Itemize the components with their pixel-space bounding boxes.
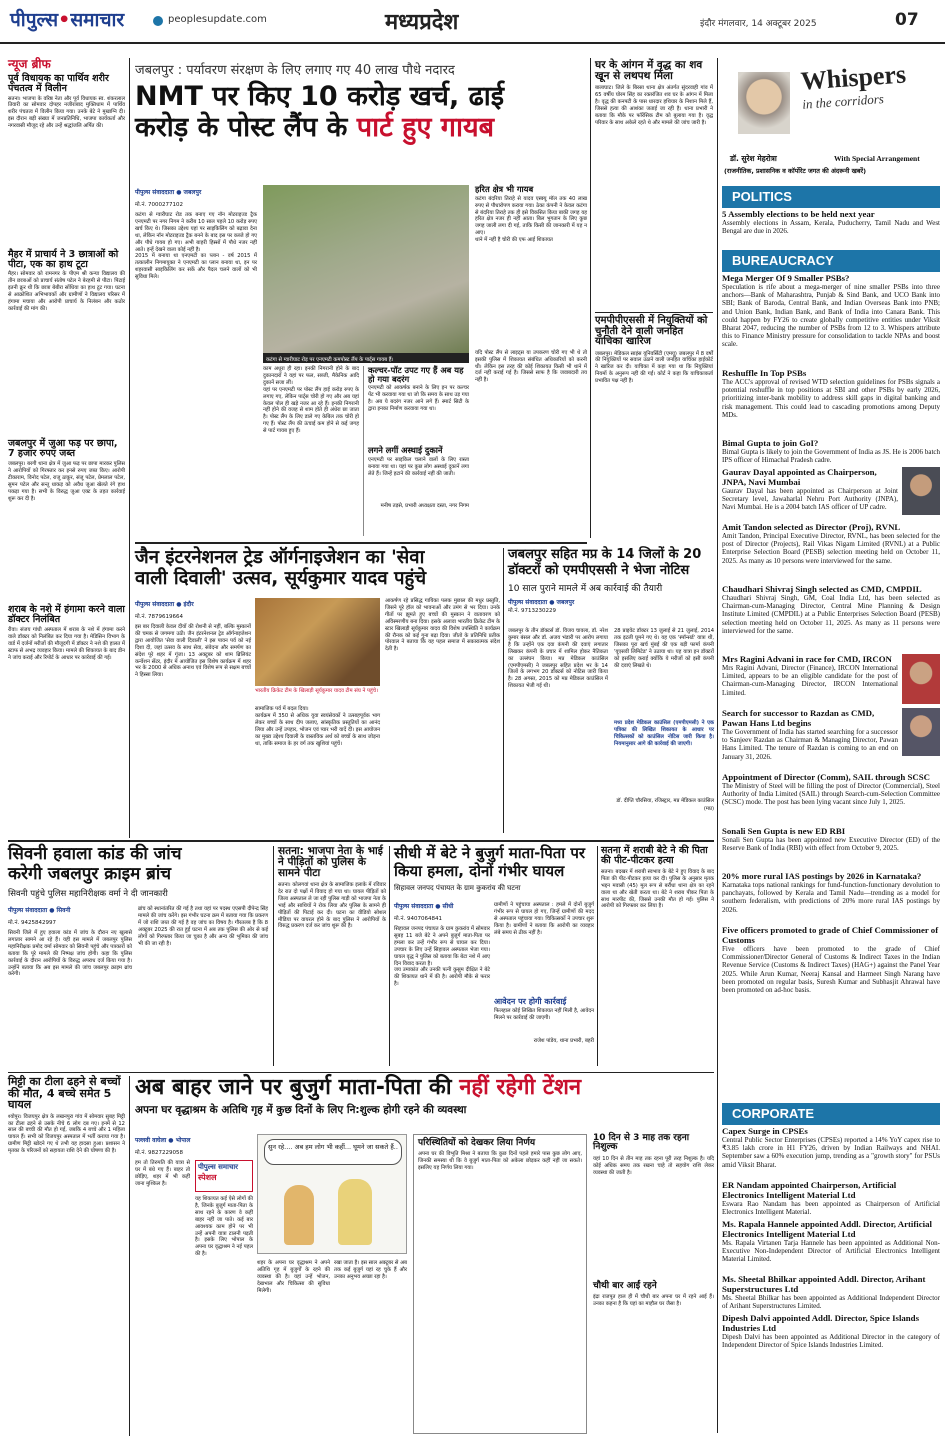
brief-text-1: सतना। भाजपा के वरिष्ठ नेता और पूर्व विधायक स्व. शंकरलाल तिवारी का सोमवार दोपहर नजीराबाद मुक्तिधाम में पार्थिव शरीर पंचतत्व में विलीन किया गया। उनके बेटे ने मुखाग्नि दी। इस दौरान बड़ी संख्या में जनप्रतिनिधि, भाजपा कार्यकर्ता और नगरवासी मौजूद रहे और उन्हें श्रद्धांजलि अर्पित की। xyxy=(8,95,127,130)
sidhi-mob: मो.नं. 9407064841 xyxy=(394,916,443,922)
bur-head-11: 20% more rural IAS postings by 2026 in Karnataka? xyxy=(722,871,922,881)
politics-text: Assembly elections in Assam, Kerala, Puducherry, Tamil Nadu and West Bengal are due in 2026. xyxy=(722,219,942,236)
lead-quote-2-head: लगने लगीं अस्थाई दुकानें xyxy=(368,445,443,456)
whispers-header xyxy=(722,48,942,184)
notice-quote-text: मध्य प्रदेश मेडिकल काउंसिल (एमपीएमसी) ने एक पत्रिका की लिखित शिकायत के आधार पर चिकित्सकों को काउंसिल नोटिस जारी किया है। नियमानुसार आगे की कार्रवाई की जाएगी। xyxy=(614,720,716,747)
notice-col-2: 28 प्राइवेट डॉक्टर 13 जुलाई से 21 जुलाई, 2014 तक इटली घूमने गए थे। यह एक 'स्पॉन्सर्ड' यात्रा थी, जिसका पूरा खर्च मुंबई की एक बड़ी फार्मा कंपनी 'यूएसवी लिमिटेड' ने उठाया था। यह यात्रा इन डॉक्टरों को इसलिए कराई क्योंकि ये मरीजों को इसी कंपनी की दवाएं लिखते थे। xyxy=(614,628,716,669)
politics-label: POLITICS xyxy=(722,186,940,208)
corp-head-4: Ms. Sheetal Bhilkar appointed Addl. Director, Arihant Superstructures Ltd xyxy=(722,1274,926,1294)
sivni-head-1: सिवनी हवाला कांड की जांच xyxy=(8,844,182,864)
lead-quote-2-text: एनएमटी पर साइकिल चलाने वालों के लिए रास्ता बनाया गया था। यहां पर कुछ लोग अस्थाई दुकानें लगा लेते हैं। जिन्हें हटाने की कार्रवाई नहीं की जाती। xyxy=(368,457,471,477)
corp-head-3: Ms. Rapala Hannele appointed Addl. Director, Artificial Electronics Intelligent Material Ltd xyxy=(722,1219,932,1239)
notice-sub: 10 साल पुराने मामले में अब कार्रवाई की तैयारी xyxy=(508,584,663,595)
lead-col-3 xyxy=(475,185,587,535)
special-badge-brand: पीपुल्स समाचार xyxy=(198,1163,239,1171)
special-badge-label: स्पेशल xyxy=(198,1173,217,1182)
vridhashram-sub: अपना घर वृद्धाश्रम के अतिथि गृह में कुछ दिनों के लिए नि:शुल्क होगी रहने की व्यवस्था xyxy=(135,1104,467,1117)
bur-text-8: The Government of India has started searching for a successor to Sanjeev Razdan as Chairman & Managing Director, Pawan Hans Limited. The tenure of Razdan is coming to an end on January 31, 2026. xyxy=(722,728,900,761)
brief-head-2: मैहर में प्राचार्य ने 3 छात्राओं को पीटा, एक का हाथ टूटा xyxy=(8,248,119,270)
lead-byline: पीपुल्स संवाददाता ● जबलपुर xyxy=(135,189,202,196)
notice-mob: मो.नं. 9713230229 xyxy=(508,608,557,615)
lead-quote-box-1 xyxy=(363,366,469,536)
lead-quote-2-sig: मनीष तड़से, प्रभारी अध्यक्षता दस्ता, नगर निगम xyxy=(380,503,469,510)
sharab-story xyxy=(601,846,714,1071)
lead-headline-red: पार्ट हुए गायब xyxy=(356,112,495,144)
lead-quote-1-head: कल्चर-पॉट उपट गए हैं अब यह हो गया बदरंग xyxy=(368,365,464,384)
jain-caption: भारतीय क्रिकेट टीम के खिलाड़ी सूर्यकुमार यादव टीम संघ ने पहुंचे। xyxy=(255,688,378,694)
notice-quote xyxy=(614,720,714,832)
gaurav-dayal-photo xyxy=(902,467,940,515)
vridhashram-col-4: रखा जाता है। इस साल अक्टूबर से अब तक कई बुजुर्ग यहां रह चुके हैं और उनका अनुभव अच्छा रहा है। xyxy=(334,1260,409,1280)
mpsc-story xyxy=(595,316,713,538)
bur-text-12: Five officers have been promoted to the grade of Chief Commissioner/Director General of Customs & Indirect Taxes in the Indian Revenue Service (Customs & Indirect Taxes) (HAG+) against the Panel Year 2025. While Arun Kumar, Neeraj Kansal and Harmeet Singh Narang have been promoted on regular basis, Suresh Kumar and Subhasjit Ahrawal have been promoted on ad-hoc basis. xyxy=(722,945,942,995)
sivni-col-2: ब्रांच को स्थानांतरित की गई है तथा यहां पर पदस्थ एएसपी दीपेन्द्र सिंह मामले की जांच करेंगे। इस गंभीर घटना क्रम में बताया गया कि प्रकरण में जो राशि जब्त की गई है वह जांच का विषय है। गौरतलब है कि 8 अक्टूबर 2025 की रात हुई घटना में अब तक पुलिस की ओर से कई लोगों को गिरफ्तार किया जा चुका है और अन्य की भूमिका की जांच भी की जा रही है। xyxy=(138,906,270,947)
sivni-story xyxy=(8,846,270,1071)
lead-quote-1-text: एनएमटी को आकर्षक बनाने के लिए इन पर कल्चर पेंट भी करवाया गया था जो कि समय के साथ उड़ गया है। अब ये बदरंग नजर आने लगे हैं। स्मार्ट सिटी के द्वारा इनका निर्माण करवाया गया था। xyxy=(368,385,471,413)
globe-icon xyxy=(153,16,163,26)
ragini-advani-photo xyxy=(902,654,940,704)
bur-text-4: Gaurav Dayal has been appointed as Chairperson at Joint Secretary level, Jawaharlal Nehru Port Authority (JNPA), Navi Mumbai. He is a 2004 batch IAS officer of UP cadre. xyxy=(722,487,900,512)
sidhi-head-2: किया हमला, दोनों गंभीर घायल xyxy=(394,861,565,880)
jain-mob: मो.नं. 7879619664 xyxy=(135,614,184,620)
brief-head-4: शराब के नशे में हंगामा करने वाला डॉक्टर निलंबित xyxy=(8,604,125,626)
brand-name: पीपुल्स xyxy=(10,9,59,31)
brand-logo: पीपुल्स•समाचार xyxy=(10,9,125,31)
bur-text-9: The Ministry of Steel will be filling the post of Director (Commercial), Steel Authority of India Limited (SAIL) through Search-cum-Selection Committee (SCSC) mode. The post has been lying vacant since July 1, 2025. xyxy=(722,782,942,807)
jain-col-2: सामाजिक पर्व में बदल दिया। कार्यक्रम में 350 से अधिक युवा स्वयंसेवकों ने उत्साहपूर्वक भाग लेकर बच्चों के साथ दीप जलाए, सांस्कृतिक प्रस्तुतियों का आनंद लिया और उन्हें उपहार, भोजन एवं प्यार भरी यादें दीं। इस आयोजन का मुख्य उद्देश्य दिवाली के वास्तविक अर्थ को बच्चों के साथ जोड़ना था, ताकि समाज के हर वर्ग तक खुशियां पहुंचें। xyxy=(255,706,380,747)
mitti-story xyxy=(8,1076,125,1438)
jain-byline: पीपुल्स संवाददाता ● इंदौर xyxy=(135,601,194,608)
masthead xyxy=(0,0,945,44)
jain-col-3: आकर्षण रहे प्रसिद्ध गायिका पलक मुछाल की मधुर प्रस्तुति, जिसने पूरे हॉल को भावनाओं और उमंग से भर दिया। उनके गीतों पर झूमते हुए बच्चों की मुस्कान ने वातावरण को अविस्मरणीय बना दिया। इसके अलावा भारतीय क्रिकेट टीम के स्टार खिलाड़ी सूर्यकुमार यादव की विशेष उपस्थिति ने कार्यक्रम की रौनक को कई गुना बढ़ा दिया। जीतो के प्रतिनिधि प्रतीक पोरवाल ने बताया कि यह पहल समाज में सकारात्मक संदेश देती है। xyxy=(385,598,502,653)
vridhashram-side-1-text: यहां 10 दिन से तीन माह तक रहना पूरी तरह निशुल्क है। यदि कोई अधिक समय तक रखना चाहे तो सहयोग राशि लेकर व्यवस्था की जाती है। xyxy=(593,1155,716,1176)
sidhi-col-2-text: ग्रामीणों ने पहुंचाया अस्पताल : हमले में दोनों बुजुर्ग गंभीर रूप से घायल हो गए, जिन्हें ग्रामीणों की मदद से अस्पताल पहुंचाया गया। चिकित्सकों ने उपचार शुरू किया है। ग्रामीणों ने बताया कि आरोपी का व्यवहार लंबे समय से ठीक नहीं है। xyxy=(494,902,596,936)
corporate-label: CORPORATE xyxy=(722,1103,940,1125)
sidhi-quote-text: फिलहाल कोई लिखित शिकायत नहीं मिली है, आवेदन मिलने पर कार्रवाई की जाएगी। xyxy=(494,1008,596,1022)
vridhashram-head-red: नहीं रहेगी टेंशन xyxy=(459,1075,582,1100)
corporate-list xyxy=(722,1126,940,1436)
page-number: 07 xyxy=(895,10,919,30)
corp-text-3: Ms. Rapala Virtanen Tarja Hannele has been appointed as Additional Non-Executive Non-Independent Director of Artificial Electronics Intelligent Material Limited. xyxy=(722,1239,942,1264)
politics-item xyxy=(722,209,940,253)
notice-head-2: डॉक्टरों को एमपीएससी ने भेजा नोटिस xyxy=(508,562,690,578)
mitti-head: मिट्टी का टीला ढहने से बच्चों की मौत, 4 बच्चे समेत 5 घायल xyxy=(8,1075,121,1112)
sivni-sub: सिवनी पहुंचे पुलिस महानिरीक्षक वर्मा ने दी जानकारी xyxy=(8,888,168,899)
mpsc-text: जबलपुर। मेडिकल साइंस यूनिवर्सिटी (एमयू) जबलपुर में 8 वर्षों की नियुक्तियों पर सवाल उठाने वाली जनहित याचिका हाईकोर्ट ने खारिज कर दी। याचिका में कहा गया था कि नियुक्तियां नियमों के अनुरूप नहीं की गईं। कोर्ट ने कहा कि याचिकाकर्ता प्रभावित पक्ष नहीं है। xyxy=(595,350,715,385)
lead-mob: मो.नं. 7000277102 xyxy=(135,202,184,208)
sanjeev-razdan-photo xyxy=(902,708,940,756)
brief-title: न्यूज ब्रीफ xyxy=(8,57,51,71)
mpsc-head: एमपीपीएससी में नियुक्तियों को चुनौती देने वाली जनहित याचिका खारिज xyxy=(595,315,708,347)
lead-col-1: कटंगा से ग्वारीघाट रोड तक बनाए गए नॉन मोटराइज्ड ट्रैक एनएमटी पर नगर निगम ने करीब 10 साल पहले 10 करोड़ रुपए खर्च किए थे। जिसका उद्देश्य यहां पर साइकिलिंग को बढ़ावा देना था, लेकिन नॉन मोटराइज्ड ट्रैक बनने के बाद इस पर कब्जे हो गए और पौधे गायब हो गए। अभी बाहरी हिस्सों में पौधे नजर नहीं आते। इन्हें देखने वाला कोई नहीं है। 2015 में बनाया था एनएमटी का प्लान - वर्ष 2015 में तत्कालीन निगमायुक्त ने एनएमटी का प्लान बनाया था, इन पर शहरवासी साइकिलिंग कर सकें और पैदल चलने वालों को भी सुविधा मिले। xyxy=(135,212,257,281)
sidhi-sub: सिहावल जनपद पंचायत के ग्राम कुकरांव की घटना xyxy=(394,883,521,892)
bur-head-6: Chaudhari Shivraj Singh selected as CMD, CMPDIL xyxy=(722,584,922,594)
lead-headline-2-text: करोड़ के पोस्ट लैंप के xyxy=(135,112,348,144)
bur-head-5: Amit Tandon selected as Director (Proj), RVNL xyxy=(722,522,901,532)
bur-text-1: Speculation is rife about a mega-merger of nine smaller PSBs into three anchors—Bank of Maharashtra, Punjab & Sind Bank, and UCO Bank into SBI; Bank of Baroda, Central Bank, and Indian Overseas Bank into PNB; and Union Bank, Indian Bank, and Bank of India into Canara Bank. This could happen by FY26 to create globally competitive entities under Viksit Bharat 2047, reducing the number of PSBs from 12 to 3. Whispers attribute this to Finance Ministry pressure for consolidation to tackle NPAs and boost scale. xyxy=(722,283,942,349)
brief-head-1: पूर्व विधायक का पार्थिव शरीर पंचतत्व में विलीन xyxy=(8,72,109,94)
corp-head-2: ER Nandam appointed Chairperson, Artificial Electronics Intelligent Material Ltd xyxy=(722,1180,897,1200)
jain-head-2: वाली दिवाली' उत्सव, सूर्यकुमार यादव पहुंचे xyxy=(135,568,427,590)
vridhashram-side-1-head: 10 दिन से 3 माह तक रहना निशुल्क xyxy=(593,1133,690,1153)
sharab-text: सतना। बदखर में शराबी स्वभाव के बेटे ने हुए विवाद के बाद पिता की पीट-पीटकर हत्या कर दी। पुलिस के अनुसार मृतक भद्दन मवासी (45) मूल रूप से बरौंधा थाना क्षेत्र का रहने वाला था और खेती करता था। बेटे ने शराब पीकर पिता के साथ मारपीट की, जिससे उनकी मौत हो गई। पुलिस ने आरोपी को गिरफ्तार कर लिया है। xyxy=(601,868,716,910)
columnist-name: डॉ. सुरेश मेहरोत्रा xyxy=(730,154,777,163)
sidhi-byline: पीपुल्स संवाददाता ● सीधी xyxy=(394,903,454,910)
vridhashram-col-2: यह शिकायत कई ऐसे लोगों की है, जिनके बुजुर्ग माता-पिता के साथ रहने के कारण वे कहीं बाहर नहीं जा पाते। कई बार आवश्यक काम होने पर भी उन्हें अपनी यात्रा टालनी पड़ती है। इसके लिए भोपाल के अपना घर वृद्धाश्रम ने नई पहल की है। xyxy=(195,1196,255,1258)
sharab-head: सतना में शराबी बेटे ने की पिता की पीट-पीटकर हत्या xyxy=(601,845,708,866)
vridh-text: बालाघाट। जिले के बिरसा थाना क्षेत्र अंतर्गत सुंदरवाही गांव में 65 वर्षीय घोरम सिंह का रक्तरंजित शव घर के आंगन में मिला है। वृद्ध की कनपटी के पास धारदार हथियार के निशान मिले हैं, जिससे हत्या की आशंका जताई जा रही है। थाना प्रभारी ने बताया कि मौके पर फॉरेंसिक टीम को बुलाया गया है। वृद्ध परिवार के साथ अकेले रहते थे और मामले की जांच जारी है। xyxy=(595,85,715,126)
bur-head-8: Search for successor to Razdan as CMD, Pawan Hans Ltd begins xyxy=(722,708,875,728)
notice-story xyxy=(508,548,714,838)
lead-col-3-head: हरित क्षेत्र भी गायब xyxy=(475,184,534,194)
issue-date: इंदौर मंगलवार, 14 अक्टूबर 2025 xyxy=(700,19,817,29)
lead-photo xyxy=(263,185,469,353)
lead-col-3b-text: यदि पोस्ट लैंप से लाइट्स या उपकरण चोरी गए भी थे तो इसकी पुलिस में शिकायत संबंधित अधिकारियों को करनी थी। लेकिन इस तरह की कोई शिकायत किसी भी थाने में दर्ज नहीं कराई गई है। जिससे साफ है कि जवाबदारी तय नहीं है। xyxy=(475,349,589,384)
bur-text-11: Karnataka tops national rankings for fund-function-functionary devolution to panchayats, followed by Kerala and Tamil Nadu—trending as a model for southern federalism, with predictions of 20% more rural IAS postings by 2026. xyxy=(722,881,942,914)
bur-head-10: Sonali Sen Gupta is new ED RBI xyxy=(722,826,846,836)
vridhashram-side xyxy=(593,1134,714,1434)
bur-text-10: Sonali Sen Gupta has been appointed new Executive Director (ED) of the Reserve Bank of India (RBI) with effect from October 9, 2025. xyxy=(722,836,942,853)
politics-head: 5 Assembly elections to be held next year xyxy=(722,209,875,219)
sivni-mob: मो.नं. 9425842997 xyxy=(8,920,57,926)
corp-head-5: Dipesh Dalvi appointed Addl. Director, Spice Islands Industries Ltd xyxy=(722,1313,919,1333)
special-arrangement: With Special Arrangement xyxy=(834,154,920,163)
section-title: मध्यप्रदेश xyxy=(385,10,459,35)
bur-text-6: Chaudhari Shivraj Singh, GM, Coal India Ltd, has been selected as Chairman-cum-Managing Director, Central Mine Planning & Design Institute Limited (CMPDIL) at a Public Enterprises Selection Board (PESB) selection meeting held on October 11, 2025. As many as 11 persons were interviewed for the same. xyxy=(722,594,942,635)
vridhashram-story xyxy=(135,1076,714,1440)
cartoon-figure-2 xyxy=(338,1179,372,1245)
columnist-photo xyxy=(738,72,790,134)
satna-text: सतना। कोलगवां थाना क्षेत्र के सामाजिक इलाके में रविवार देर रात दो पक्षों में विवाद हो गया था। घायल पीड़ितों को जिला अस्पताल ले जा रही पुलिस गाड़ी को भाजपा नेता के भाई और साथियों ने रोक लिया और पुलिस के सामने ही पीड़ितों की पिटाई कर दी। घटना का वीडियो सोशल मीडिया पर वायरल होने के बाद पुलिस ने आरोपियों के विरुद्ध प्रकरण दर्ज कर जांच शुरू की है। xyxy=(278,882,388,930)
notice-col-1: जबलपुर के तीन डॉक्टर्स डॉ. विजय चावला, डॉ. नरेश कुमार बंसल और डॉ. अजय भंडारी पर आरोप लगाया है कि उन्होंने एक दवा कंपनी की दवाएं लगातार लिखकर कंपनी के प्रचार में शामिल होकर नैतिकता का उल्लंघन किया। मप्र मेडिकल काउंसिल (एमपीएमसी) ने जबलपुर सहित प्रदेश भर के 14 जिलों के लगभग 20 डॉक्टर्स को नोटिस जारी किया है। 28 अगस्त, 2015 को मप्र मेडिकल काउंसिल में शिकायत भेजी गई थी। xyxy=(508,628,610,690)
bur-head-12: Five officers promoted to grade of Chief Commissioner of Customs xyxy=(722,925,939,945)
vridhashram-col-3: शहर के अपना घर वृद्धाश्रम ने अपने अतिथि गृह में बुजुर्गों के रहने की व्यवस्था की है। यहां उन्हें भोजन, देखभाल और चिकित्सा की सुविधा मिलेगी। xyxy=(257,1260,332,1294)
jain-story xyxy=(135,548,500,838)
notice-head-1: जबलपुर सहित मप्र के 14 जिलों के 20 xyxy=(508,547,702,562)
sidhi-story xyxy=(394,846,594,1071)
lead-kicker: जबलपुर : पर्यावरण संरक्षण के लिए लगाए गए 40 लाख पौधे नदारद xyxy=(135,63,455,78)
whispers-subtitle: in the corridors xyxy=(801,91,885,112)
corp-text-4: Ms. Sheetal Bhilkar has been appointed as Additional Independent Director of Arihant Superstructures Limited. xyxy=(722,1294,942,1311)
lead-photo-caption: कटंगा से ग्वारीघाट रोड़ पर एनएमटी कमपोस्ट लैंप के पार्ट्स गायब हैं। xyxy=(263,353,469,363)
sidhi-quote-head: आवेदन पर होगी कार्रवाई xyxy=(494,997,567,1006)
vridh-story xyxy=(595,60,713,310)
vridhashram-headline xyxy=(135,1076,714,1099)
sidhi-col-1: सिहावल जनपद पंचायत के ग्राम कुकरांव में सोमवार सुबह 11 बजे बेटे ने अपने बुजुर्ग माता-पिता पर हमला कर उन्हें गंभीर रूप से घायल कर दिया। उपचार के लिए उन्हें सिहावल अस्पताल भेजा गया। घायल वृद्ध ने पुलिस को बताया कि बेटा नशे में आए दिन विवाद करता है। जय उमाकांत और उनकी पत्नी कुसुम दीक्षित ने बेटे की शिकायत थाने में की है। आरोपी मौके से फरार है। xyxy=(394,926,490,988)
jain-photo xyxy=(255,598,380,686)
vridhashram-box-head: परिस्थितियों को देखकर लिया निर्णय xyxy=(418,1138,536,1148)
brief-text-3: जबलपुर। बरगी थाना क्षेत्र में जुआ फड़ पर छापा मारकर पुलिस ने आरोपियों को गिरफ्तार कर इनसे रुपए जब्त किए। आरोपी टीकाराम, विनोद पटेल, राजू ठाकुर, संजू पटेल, प्रेमलाल पटेल, सुमन पटेल और सन्तू धाकड़ को अवैध जुआ खेलते रंगे हाथ पकड़ा गया है। सभी के विरुद्ध जुआ एक्ट के तहत कार्रवाई शुरू कर दी है। xyxy=(8,461,127,502)
satna-head: सतना: भाजपा नेता के भाई ने पीड़ितों को पुलिस के सामने पीटा xyxy=(278,845,383,880)
lead-col-2: काम अधूरा ही रहा। इनकी निगरानी होने के बाद दुकानदारों ने यहां पर फल, सब्जी, मैकेनिक आदि दुकानें सजा लीं। यहां पर एनएमटी पर पोस्ट लैंप हाई करोड़ रुपए के लगाए गए, लेकिन पार्ट्स चोरी हो गए और अब यहां केवल पोल ही खड़े नजर आ रहे हैं। इनकी निगरानी नहीं होने की वजह से शाम होते ही अंधेरा छा जाता है। पोस्ट लैंप के लिए डाले गए केबिल तक चोरी हो गए हैं। पोस्ट लैंप की ऊंचाई कम होने से कई जगह से पार्ट गायब हुए हैं। xyxy=(263,366,359,435)
whispers-logo xyxy=(800,57,940,136)
bur-text-5: Amit Tandon, Principal Executive Director, RVNL, has been selected for the post of Director (Projects), Rail Vikas Nigam Limited (RVNL) at a Public Enterprise Selection Board (PESB) selection meeting held on October 11, 2025. As many as 10 persons were interviewed for the same. xyxy=(722,532,942,565)
sivni-col-1: सिवनी जिले में हुए हवाला कांड में जांच के दौरान नए खुलासे लगातार सामने आ रहे हैं। यही इस मामले में जबलपुर पुलिस महानिरीक्षक प्रमोद वर्मा सोमवार को सिवनी पहुंचे और पत्रकारों को बताया कि पूरे मामले की निष्पक्ष जांच होगी। कहा कि पुलिस कार्रवाई के दौरान आरोपियों के विरुद्ध अपराध दर्ज किया गया है। उन्होंने बताया कि अब इस मामले की जांच जबलपुर क्राइम ब्रांच करेगी। xyxy=(8,930,134,978)
sidhi-col-2 xyxy=(494,902,594,1068)
vridhashram-mob: मो.नं. 9827229058 xyxy=(135,1150,184,1156)
site-url[interactable]: peoplesupdate.com xyxy=(168,14,267,25)
bureaucracy-list xyxy=(722,273,940,1101)
cartoon-figure-1 xyxy=(284,1185,314,1245)
brand-name-2: समाचार xyxy=(70,9,125,31)
lead-headline-1: NMT पर किए 10 करोड़ खर्च, ढाई xyxy=(135,81,505,112)
bur-head-3: Bimal Gupta to join GoI? xyxy=(722,438,819,448)
whispers-tagline: (राजनीतिक, प्रशासनिक व कॉर्पोरेट जगत की अंदरूनी खबरें) xyxy=(724,167,867,175)
notice-quote-sig: डॉ. दीप्ति चौरसिया, रजिस्ट्रार, मप्र मेडिकल काउंसिल (मप्र) xyxy=(616,798,714,812)
corp-text-1: Central Public Sector Enterprises (CPSEs) reported a 14% YoY capex rise to ₹3.85 lakh crore in H1 FY26, driven by Indian Railways and NHAI. September saw a 60% execution jump, trending as a "growth story" for PSUs amid Viksit Bharat. xyxy=(722,1136,942,1169)
jain-col-1: इस बार दिवाली केवल दीयों की रोशनी से नहीं, बल्कि मुस्कानों की चमक से जगमगा उठी। जैन इंटरनेशनल ट्रेड ऑर्गनाइजेशन द्वारा आयोजित 'सेवा वाली दिवाली' ने इस पावन पर्व को नई दिशा दी, जहां उत्सव के साथ सेवा, संवेदना और समर्पण का संदेश पूरे शहर में गूंजा। 13 अक्टूबर को शाम ब्रिलियंट कन्वेंशन सेंटर, इंदौर में आयोजित इस विशेष कार्यक्रम में शहर भर के 2000 से अधिक अनाथ एवं विशेष रूप से सक्षम बच्चों ने हिस्सा लिया। xyxy=(135,624,253,679)
cartoon xyxy=(257,1134,407,1254)
whispers-title: Whispers xyxy=(799,59,907,96)
bur-head-9: Appointment of Director (Comm), SAIL through SCSC xyxy=(722,772,930,782)
sidhi-head-1: सीधी में बेटे ने बुजुर्ग माता-पिता पर xyxy=(394,844,586,862)
bur-text-2: The ACC's approval of revised WTD selection guidelines for PSBs signals a potential reshuffle in top positions at SBI and other PSBs by early 2026, prioritizing inter-bank mobility to address skill gaps in digital banking and risk management. This could lead to cascading promotions among Deputy MDs. xyxy=(722,378,942,419)
vridhashram-box xyxy=(413,1134,587,1434)
special-badge xyxy=(195,1160,253,1192)
bur-head-4: Gaurav Dayal appointed as Chairperson, JNPA, Navi Mumbai xyxy=(722,467,877,487)
satna-story xyxy=(278,846,386,1071)
vridhashram-side-2-text: इंद्रा राजपूत हाल ही में चौथी बार अपना घर में रहने आई हैं। उनका कहना है कि यहां का माहौल घर जैसा है। xyxy=(593,1294,716,1308)
bureaucracy-label: BUREAUCRACY xyxy=(722,250,940,272)
bur-head-1: Mega Merger Of 9 Smaller PSBs? xyxy=(722,273,850,283)
lead-story xyxy=(135,60,587,540)
jain-head-1: जैन इंटरनेशनल ट्रेड ऑर्गनाइजेशन का 'सेवा xyxy=(135,547,425,568)
vridh-head: घर के आंगन में वृद्ध का शव खून से लथपथ मिला xyxy=(595,59,703,83)
cartoon-speech: सुन रहे.... अब हम लोग भी कहीं... घूमने जा सकते हैं.. xyxy=(264,1139,402,1165)
sidhi-quote-sig: राजेश पांडेय, थाना प्रभारी, बहरी xyxy=(533,1038,594,1045)
vridhashram-byline: पल्लवी वाघेला ● भोपाल xyxy=(135,1137,191,1144)
bur-text-7: Mrs Ragini Advani, Director (Finance), IRCON International Limited, appears to be an eligible candidate for the post of Chairman-cum-Managing Director, IRCON International Limited. xyxy=(722,664,900,697)
bur-head-7: Mrs Ragini Advani in race for CMD, IRCON xyxy=(722,654,892,664)
sivni-head-2: करेगी जबलपुर क्राइम ब्रांच xyxy=(8,863,172,884)
lead-col-3-text: कटंगा बंदरिया तिराहे से यादव एस्क्यू मॉल तक 40 लाख रुपए से पौधारोपण कराया गया। ठेका कंपनी ने केवल कटंगा से बंदरिया तिराहे तक ही इसे विकसित किया बाकी जगह यह हरित क्षेत्र नजर ही नहीं आता। बिल भुगतान के लिए कुछ जगह जाली लगा दी गई, ताकि किसी की जानकारी में यह न आए। थाने में नहीं है चोरी की एफ आई शिकायत xyxy=(475,195,587,244)
corp-text-5: Dipesh Dalvi has been appointed as Additional Director in the category of Independent Director of Spice Islands Industries Limited. xyxy=(722,1333,942,1350)
lead-headline-2 xyxy=(135,114,587,142)
bur-head-2: Reshuffle In Top PSBs xyxy=(722,368,807,378)
mitti-text: श्योपुर। विजयपुर क्षेत्र के लखनपुरा गांव में सोमवार सुबह मिट्टी का टीला ढहने से उसके नीचे 6 लोग दब गए। इनमें से 12 साल की बच्ची की मौत हो गई, जबकि 4 बच्चे और 1 महिला घायल हैं। सभी को विजयपुर अस्पताल में भर्ती कराया गया है। ग्रामीण मिट्टी खोदने गए थे तभी यह हादसा हुआ। प्रशासन ने मृतका के परिजनों को सहायता राशि देने की घोषणा की है। xyxy=(8,1113,127,1155)
brief-head-3: जबलपुर में जुआ फड़ पर छापा, 7 हजार रुपए जब्त xyxy=(8,438,118,460)
news-brief-column xyxy=(8,58,125,828)
brief-text-2: मैहर। सोमवार को रामनगर के पीएम श्री कन्या विद्यालय की तीन छात्राओं को प्राचार्य संतोष पटेल ने बेरहमी से पीटा। पिटाई इतनी क्रूर थी कि छात्रा बेबीरा सोंधिया का हाथ टूट गया। घटना से आक्रोशित अभिभावकों और ग्रामीणों ने विद्यालय परिसर में हंगामा मचाया और आरोपी प्राचार्य के निलंबन और कठोर कार्रवाई की मांग की। xyxy=(8,271,127,312)
vridhashram-head-1: अब बाहर जाने पर बुजुर्ग माता-पिता की xyxy=(135,1075,452,1100)
bur-text-3: Bimal Gupta is likely to join the Government of India as JS. He is 2006 batch IPS officer of Himachal Pradesh cadre. xyxy=(722,448,942,465)
vridhashram-col-1: हम तो तिरुपति की यात्रा से घर में बंधे गए हैं। बाहर तो छोड़िए, शहर में भी कहीं जाना मुश्किल है। xyxy=(135,1160,192,1187)
sivni-byline: पीपुल्स संवाददाता ● सिवनी xyxy=(8,907,71,914)
corp-head-1: Capex Surge in CPSEs xyxy=(722,1126,808,1136)
notice-byline: पीपुल्स संवाददाता ● जबलपुर xyxy=(508,599,575,607)
brief-text-4: रीवा। संजय गांधी अस्पताल में शराब के नशे में हंगामा करने वाले डॉक्टर को निलंबित कर दिया गया है। मेडिसिन विभाग के वार्ड में दर्जनों मरीजों की मौजूदगी में डॉक्टर ने नशे की हालत में स्टाफ से अभद्र व्यवहार किया। मामले की शिकायत के बाद डीन ने जांच कराई और रिपोर्ट के आधार पर कार्रवाई की गई। xyxy=(8,627,127,661)
vridhashram-side-2-head: चौथी बार आईं रहने xyxy=(593,1280,657,1291)
corp-text-2: Eswara Rao Nandam has been appointed as Chairperson of Artificial Electronics Intelligent Material. xyxy=(722,1200,942,1217)
vridhashram-box-text: अपना घर की विभूति मिश्रा ने बताया कि कुछ दिनों पहले हमारे पास कुछ लोग आए, जिनकी समस्या थी कि वे बुजुर्ग माता-पिता को अकेला छोड़कर कहीं नहीं जा सकते। इसलिए यह निर्णय लिया गया। xyxy=(418,1151,584,1172)
